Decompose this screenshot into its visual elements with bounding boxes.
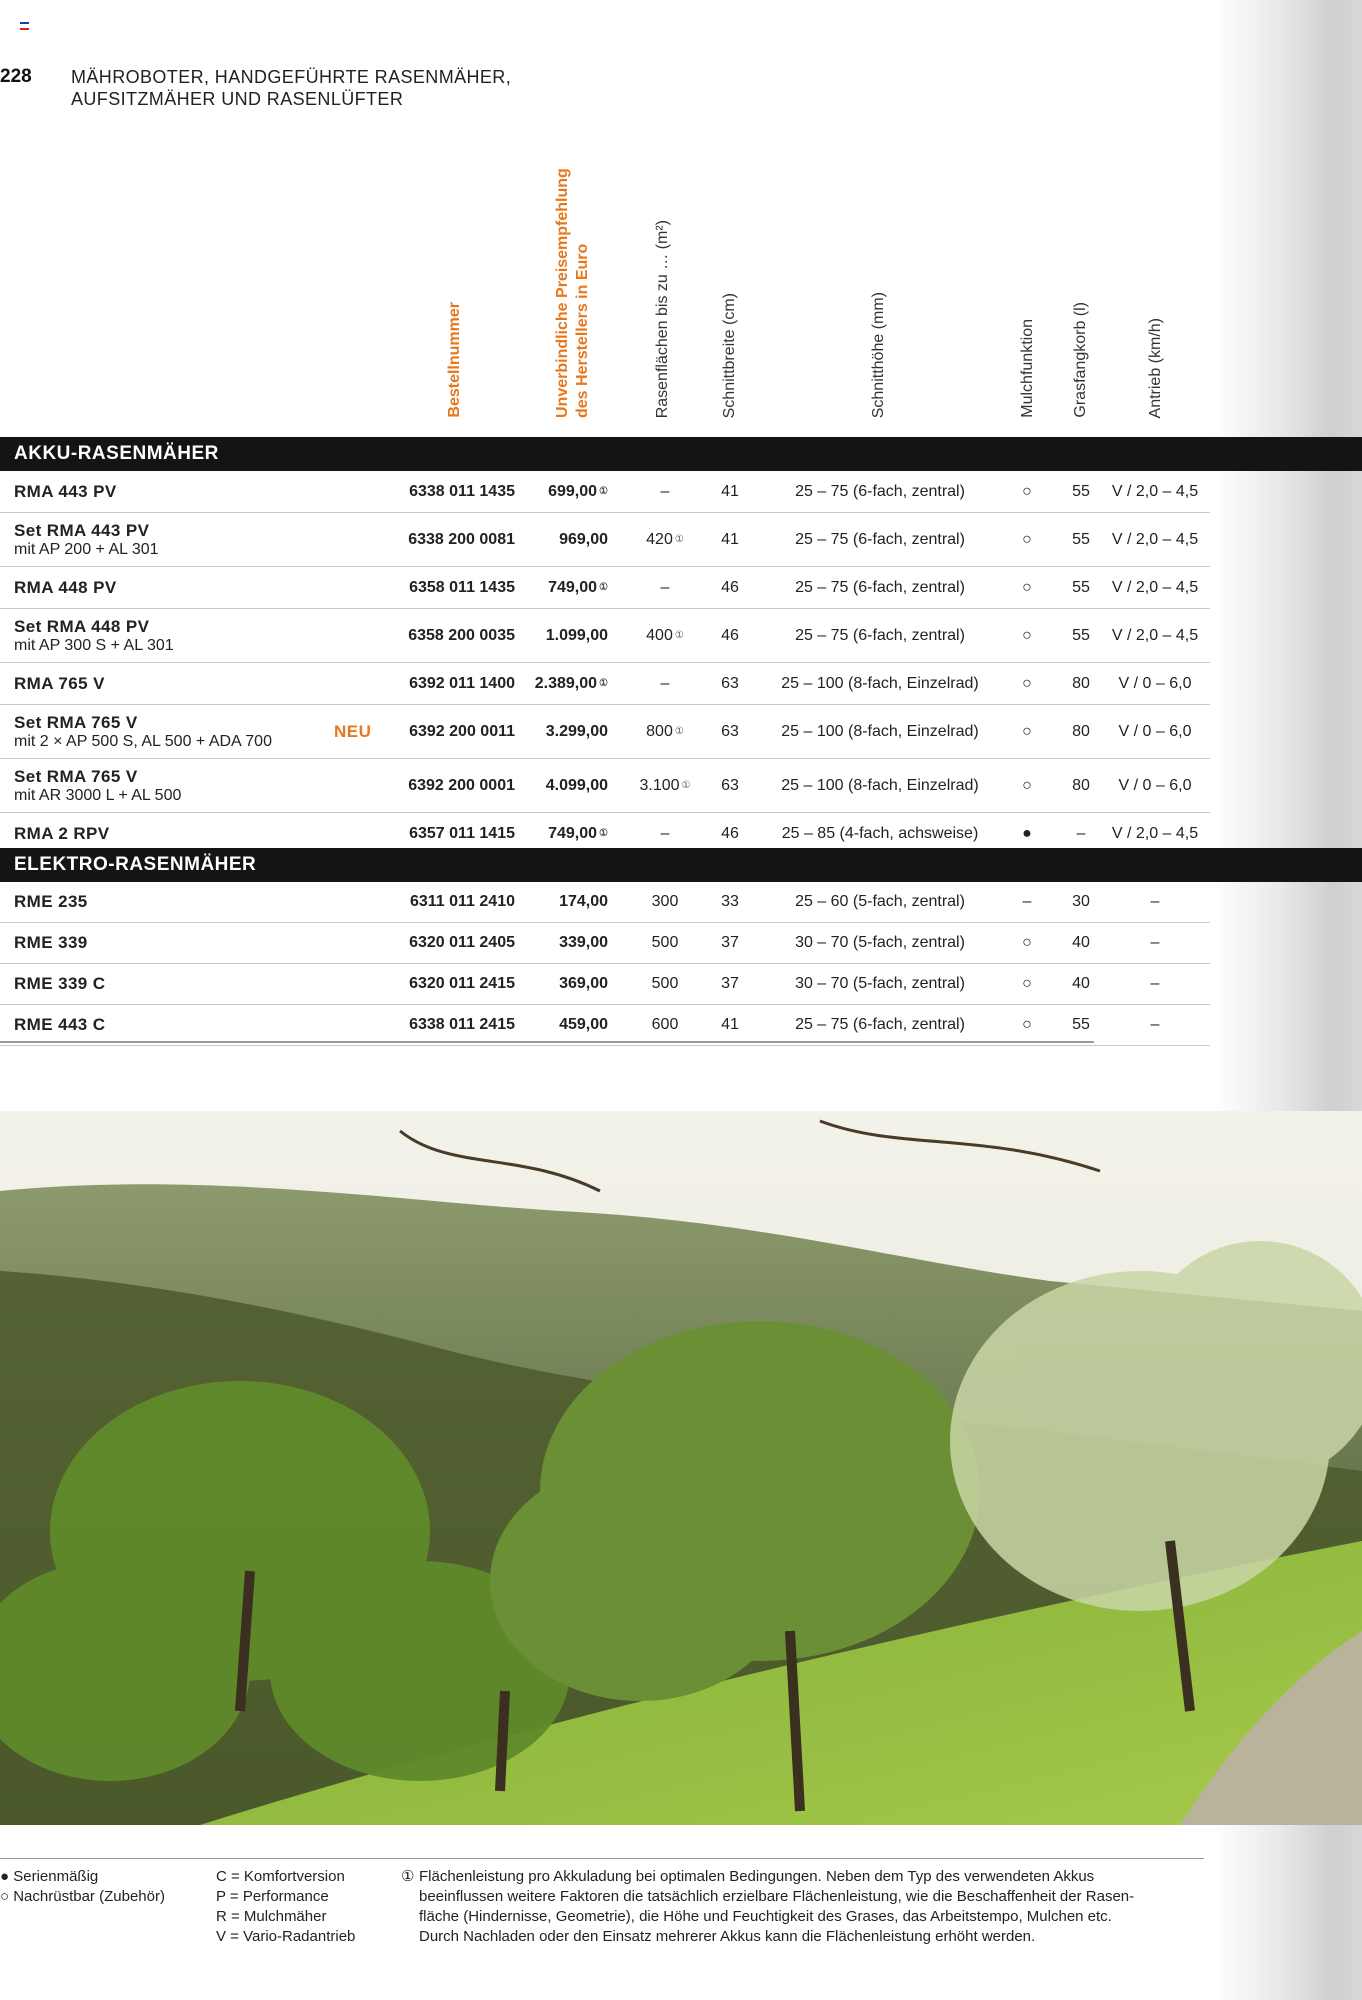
grass-catcher-cell [1066, 882, 1096, 922]
order-number: 6358 011 1435 [409, 578, 515, 596]
grass-catcher: 80 [1072, 674, 1090, 692]
footnote-line: beeinflussen weitere Faktoren die tatsächlich erzielbare Flächenleistung, wie die Beschaffenheit der Rasen- [419, 1888, 1135, 1905]
drive: – [1150, 975, 1160, 992]
mulch-function-cell [1012, 882, 1042, 922]
cut-height-cell [760, 923, 1000, 963]
legend-serienmaessig: ● Serienmäßig [0, 1868, 99, 1885]
table-bottom-rule [0, 1041, 1094, 1043]
grass-catcher-cell [1066, 964, 1096, 1004]
grass-catcher: 30 [1072, 893, 1090, 910]
cut-height: 30 – 70 (5-fach, zentral) [795, 934, 965, 951]
drive: V / 0 – 6,0 [1118, 776, 1192, 794]
drive-cell [1100, 471, 1210, 512]
col-schnittbreite: Schnittbreite (cm) [721, 292, 738, 418]
footnote-ref: ① [599, 828, 608, 839]
mulch-function: ○ [1022, 776, 1032, 794]
price-cell [530, 1005, 608, 1045]
page-heading-line2: AUFSITZMÄHER UND RASENLÜFTER [71, 89, 404, 109]
order-number-cell [395, 1005, 515, 1045]
legend-abbreviations [216, 1867, 355, 1947]
order-number: 6338 011 1435 [409, 482, 515, 500]
product-name: RMA 765 V [14, 673, 105, 693]
cut-width: 63 [721, 776, 739, 794]
order-number: 6392 200 0011 [409, 722, 515, 740]
cut-height-cell [760, 1005, 1000, 1045]
drive: – [1150, 934, 1160, 951]
cut-width: 46 [721, 578, 739, 596]
cut-width-cell [715, 964, 745, 1004]
page-number: 228 [0, 66, 32, 87]
grass-catcher-cell [1066, 923, 1096, 963]
product-name-cell [14, 1005, 105, 1045]
cut-height-cell [760, 705, 1000, 758]
lawn-area-cell [620, 1005, 710, 1045]
legend-abbr-p: P = Performance [216, 1888, 329, 1905]
cut-width: 63 [721, 674, 739, 692]
table-row [0, 964, 1210, 1005]
product-name: RMA 448 PV [14, 577, 117, 597]
order-number: 6338 011 2415 [409, 1016, 515, 1033]
drive-cell [1100, 513, 1210, 566]
footnote-ref: ① [674, 534, 684, 545]
cut-width-cell [715, 471, 745, 512]
lawn-area: – [660, 824, 670, 842]
table-row [0, 663, 1210, 705]
cut-width: 37 [721, 934, 739, 951]
mulch-function: – [1022, 893, 1032, 910]
product-name-cell [14, 882, 88, 922]
cut-width-cell [715, 513, 745, 566]
new-badge: NEU [334, 721, 372, 741]
lawn-area: 500 [651, 975, 679, 992]
product-name-cell [14, 759, 181, 812]
table-row [0, 923, 1210, 964]
col-schnitthoehe: Schnitthöhe (mm) [870, 291, 887, 418]
mulch-function: ○ [1022, 722, 1032, 740]
page-heading [71, 66, 671, 110]
order-number: 6357 011 1415 [409, 824, 515, 842]
product-name: RME 339 [14, 933, 88, 952]
order-number: 6392 200 0001 [408, 776, 515, 794]
cut-height-cell [760, 882, 1000, 922]
cut-height-cell [760, 609, 1000, 662]
footnote-line: Flächenleistung pro Akkuladung bei optimalen Bedingungen. Neben dem Typ des verwendeten Akkus [419, 1868, 1095, 1885]
product-name: Set RMA 443 PV [14, 520, 150, 540]
cut-height: 25 – 60 (5-fach, zentral) [795, 893, 965, 910]
price: 459,00 [559, 1016, 608, 1033]
cut-width-cell [715, 663, 745, 704]
drive: V / 2,0 – 4,5 [1111, 482, 1199, 500]
legend-symbols [0, 1867, 165, 1907]
mulch-function-cell [1012, 923, 1042, 963]
lawn-area-cell [620, 705, 710, 758]
mulch-function-cell [1012, 609, 1042, 662]
cut-height: 25 – 75 (6-fach, zentral) [795, 482, 965, 500]
drive: V / 0 – 6,0 [1118, 674, 1192, 692]
lawn-area: 400 [646, 626, 673, 644]
grass-catcher-cell [1066, 609, 1096, 662]
flag-icon [20, 22, 29, 29]
drive-cell [1100, 663, 1210, 704]
footnote-ref: ① [681, 780, 691, 791]
drive-cell [1100, 923, 1210, 963]
mulch-function: ○ [1022, 626, 1032, 644]
order-number-cell [395, 567, 515, 608]
price: 3.299,00 [545, 722, 608, 740]
footnote-ref: ① [674, 630, 684, 641]
grass-catcher: 80 [1072, 722, 1090, 740]
price: 174,00 [559, 893, 608, 910]
landscape-photo [0, 1111, 1362, 1825]
cut-height: 25 – 100 (8-fach, Einzelrad) [781, 722, 979, 740]
cut-width: 46 [721, 824, 739, 842]
cut-width: 37 [721, 975, 739, 992]
cut-width: 41 [721, 482, 739, 500]
cut-width-cell [715, 705, 745, 758]
footer-rule [0, 1858, 1204, 1859]
drive-cell [1100, 964, 1210, 1004]
footnote-ref: ① [599, 582, 608, 593]
order-number-cell [395, 513, 515, 566]
legend-abbr-c: C = Komfortversion [216, 1868, 345, 1885]
legend-abbr-r: R = Mulchmäher [216, 1908, 327, 1925]
cut-width-cell [715, 759, 745, 812]
cut-height: 25 – 85 (4-fach, achsweise) [781, 824, 979, 842]
price-cell [530, 567, 608, 608]
order-number: 6320 011 2405 [409, 934, 515, 951]
cut-width-cell [715, 567, 745, 608]
col-preis-line1: Unverbindliche Preisempfehlung [554, 168, 571, 418]
price: 1.099,00 [545, 626, 608, 644]
grass-catcher-cell [1066, 513, 1096, 566]
price: 699,00 [548, 482, 598, 500]
order-number: 6320 011 2415 [409, 975, 515, 992]
price: 369,00 [559, 975, 608, 992]
grass-catcher-cell [1066, 759, 1096, 812]
grass-catcher: 55 [1072, 1016, 1090, 1033]
lawn-area: 3.100 [639, 776, 680, 794]
footnote-line: fläche (Hindernisse, Geometrie), die Höhe und Feuchtigkeit des Grases, das Arbeitstempo, Mulchen etc. [419, 1908, 1112, 1925]
col-preis-line2: des Herstellers in Euro [574, 243, 591, 418]
cut-height-cell [760, 964, 1000, 1004]
product-subtitle: mit AR 3000 L + AL 500 [14, 786, 182, 804]
price: 2.389,00 [534, 674, 598, 692]
mulch-function: ● [1022, 824, 1032, 842]
product-name: Set RMA 448 PV [14, 616, 150, 636]
footnote-ref: ① [599, 486, 608, 497]
price-cell [530, 513, 608, 566]
product-name-cell [14, 964, 105, 1004]
table-row [0, 471, 1210, 513]
product-name-cell [14, 609, 174, 662]
drive: V / 2,0 – 4,5 [1111, 530, 1199, 548]
footnote-ref: ① [599, 678, 608, 689]
product-name-cell [14, 705, 272, 758]
product-name: RME 235 [14, 892, 88, 911]
grass-catcher-cell [1066, 471, 1096, 512]
cut-width-cell [715, 923, 745, 963]
price-cell [530, 663, 608, 704]
order-number-cell [395, 964, 515, 1004]
price-cell [530, 759, 608, 812]
order-number-cell [395, 759, 515, 812]
lawn-area-cell [620, 513, 710, 566]
grass-catcher: 40 [1072, 934, 1090, 951]
order-number: 6338 200 0081 [408, 530, 515, 548]
order-number-cell [395, 882, 515, 922]
mulch-function-cell [1012, 964, 1042, 1004]
table-row [0, 1005, 1210, 1046]
price: 749,00 [548, 578, 598, 596]
table-row [0, 882, 1210, 923]
legend-abbr-v: V = Vario-Radantrieb [216, 1928, 356, 1945]
price: 969,00 [559, 530, 608, 548]
lawn-area: – [660, 482, 670, 500]
product-name: Set RMA 765 V [14, 712, 138, 732]
drive-cell [1100, 705, 1210, 758]
footnote-ref: ① [674, 726, 684, 737]
cut-width: 63 [721, 722, 739, 740]
product-subtitle: mit AP 300 S + AL 301 [14, 636, 174, 654]
price-cell [530, 705, 608, 758]
table-row [0, 609, 1210, 663]
mulch-function: ○ [1022, 530, 1032, 548]
mulch-function-cell [1012, 759, 1042, 812]
lawn-area-cell [620, 964, 710, 1004]
drive: V / 2,0 – 4,5 [1111, 824, 1199, 842]
footnote-line: Durch Nachladen oder den Einsatz mehrerer Akkus kann die Flächenleistung erhöht werden. [419, 1928, 1036, 1945]
mulch-function-cell [1012, 567, 1042, 608]
cut-width: 41 [721, 1016, 739, 1033]
page-heading-line1: MÄHROBOTER, HANDGEFÜHRTE RASENMÄHER, [71, 67, 512, 87]
grass-catcher: 80 [1072, 776, 1090, 794]
table-row [0, 513, 1210, 567]
cut-width: 46 [721, 626, 739, 644]
price-cell [530, 609, 608, 662]
cut-width-cell [715, 1005, 745, 1045]
cut-height: 25 – 75 (6-fach, zentral) [795, 578, 965, 596]
lawn-area: – [660, 578, 670, 596]
cut-height-cell [760, 513, 1000, 566]
mulch-function-cell [1012, 471, 1042, 512]
table-row [0, 759, 1210, 813]
lawn-area: 500 [651, 934, 679, 951]
drive: – [1150, 1016, 1160, 1033]
price-cell [530, 882, 608, 922]
grass-catcher-cell [1066, 663, 1096, 704]
table-row [0, 567, 1210, 609]
product-subtitle: mit 2 × AP 500 S, AL 500 + ADA 700 [14, 732, 272, 750]
lawn-area-cell [620, 471, 710, 512]
table-row [0, 705, 1210, 759]
lawn-area-cell [620, 609, 710, 662]
price: 4.099,00 [545, 776, 608, 794]
cut-height: 25 – 75 (6-fach, zentral) [795, 530, 965, 548]
lawn-area: 300 [651, 893, 679, 910]
column-headers [0, 118, 1362, 418]
grass-catcher: 55 [1072, 530, 1090, 548]
cut-height: 30 – 70 (5-fach, zentral) [795, 975, 965, 992]
cut-width: 41 [721, 530, 739, 548]
mulch-function-cell [1012, 1005, 1042, 1045]
price-cell [530, 923, 608, 963]
legend-nachruestbar: ○ Nachrüstbar (Zubehör) [0, 1888, 165, 1905]
cut-height: 25 – 100 (8-fach, Einzelrad) [781, 674, 979, 692]
lawn-area-cell [620, 759, 710, 812]
section-header: ELEKTRO-RASENMÄHER [0, 848, 1362, 882]
drive: V / 2,0 – 4,5 [1111, 626, 1199, 644]
col-mulchfunktion: Mulchfunktion [1019, 319, 1036, 418]
grass-catcher-cell [1066, 705, 1096, 758]
col-grasfangkorb: Grasfangkorb (l) [1072, 302, 1089, 418]
cut-height: 25 – 100 (8-fach, Einzelrad) [781, 776, 979, 794]
order-number: 6311 011 2410 [409, 893, 515, 910]
drive: V / 2,0 – 4,5 [1111, 578, 1199, 596]
cut-width: 33 [721, 893, 739, 910]
mulch-function: ○ [1022, 674, 1032, 692]
cut-height: 25 – 75 (6-fach, zentral) [795, 1016, 965, 1033]
product-subtitle: mit AP 200 + AL 301 [14, 540, 159, 558]
drive-cell [1100, 882, 1210, 922]
legend-footnote-mark: ① [401, 1868, 415, 1885]
grass-catcher: 55 [1072, 626, 1090, 644]
product-name-cell [14, 567, 117, 608]
drive: – [1150, 893, 1160, 910]
product-name: Set RMA 765 V [14, 766, 138, 786]
order-number-cell [395, 923, 515, 963]
grass-catcher: 40 [1072, 975, 1090, 992]
mulch-function: ○ [1022, 1016, 1032, 1033]
col-bestellnummer: Bestellnummer [446, 302, 463, 418]
mulch-function-cell [1012, 513, 1042, 566]
lawn-area-cell [620, 923, 710, 963]
product-name: RMA 2 RPV [14, 823, 110, 843]
col-rasenflaechen: Rasenflächen bis zu … (m²) [654, 219, 671, 418]
mulch-function-cell [1012, 663, 1042, 704]
lawn-area: – [660, 674, 670, 692]
cut-height-cell [760, 567, 1000, 608]
grass-catcher-cell [1066, 1005, 1096, 1045]
drive-cell [1100, 759, 1210, 812]
price-cell [530, 471, 608, 512]
order-number: 6358 200 0035 [408, 626, 515, 644]
grass-catcher-cell [1066, 567, 1096, 608]
cut-height: 25 – 75 (6-fach, zentral) [795, 626, 965, 644]
cut-width-cell [715, 882, 745, 922]
legend-footnote [419, 1867, 1199, 1947]
lawn-area-cell [620, 663, 710, 704]
product-name-cell [14, 471, 117, 512]
order-number-cell [395, 609, 515, 662]
drive: V / 0 – 6,0 [1118, 722, 1192, 740]
lawn-area-cell [620, 882, 710, 922]
cut-height-cell [760, 471, 1000, 512]
mulch-function: ○ [1022, 934, 1032, 951]
grass-catcher: – [1076, 824, 1086, 842]
cut-width-cell [715, 609, 745, 662]
section-header: AKKU-RASENMÄHER [0, 437, 1362, 471]
product-name-cell [14, 663, 105, 704]
order-number: 6392 011 1400 [409, 674, 515, 692]
order-number-cell [395, 471, 515, 512]
order-number-cell [395, 663, 515, 704]
order-number-cell [395, 705, 515, 758]
drive-cell [1100, 609, 1210, 662]
product-name-cell [14, 513, 159, 566]
mulch-function: ○ [1022, 578, 1032, 596]
mulch-function-cell [1012, 705, 1042, 758]
product-name-cell [14, 923, 88, 963]
cut-height-cell [760, 663, 1000, 704]
col-antrieb: Antrieb (km/h) [1147, 317, 1164, 418]
product-name: RMA 443 PV [14, 481, 117, 501]
grass-catcher: 55 [1072, 482, 1090, 500]
lawn-area: 800 [646, 722, 673, 740]
drive-cell [1100, 1005, 1210, 1045]
col-preis [553, 138, 593, 418]
lawn-area-cell [620, 567, 710, 608]
price-cell [530, 964, 608, 1004]
lawn-area: 420 [646, 530, 673, 548]
price: 749,00 [548, 824, 598, 842]
grass-catcher: 55 [1072, 578, 1090, 596]
drive-cell [1100, 567, 1210, 608]
price: 339,00 [559, 934, 608, 951]
product-name: RME 339 C [14, 974, 106, 993]
product-name: RME 443 C [14, 1015, 106, 1034]
lawn-area: 600 [651, 1016, 679, 1033]
mulch-function: ○ [1022, 975, 1032, 992]
cut-height-cell [760, 759, 1000, 812]
mulch-function: ○ [1022, 482, 1032, 500]
